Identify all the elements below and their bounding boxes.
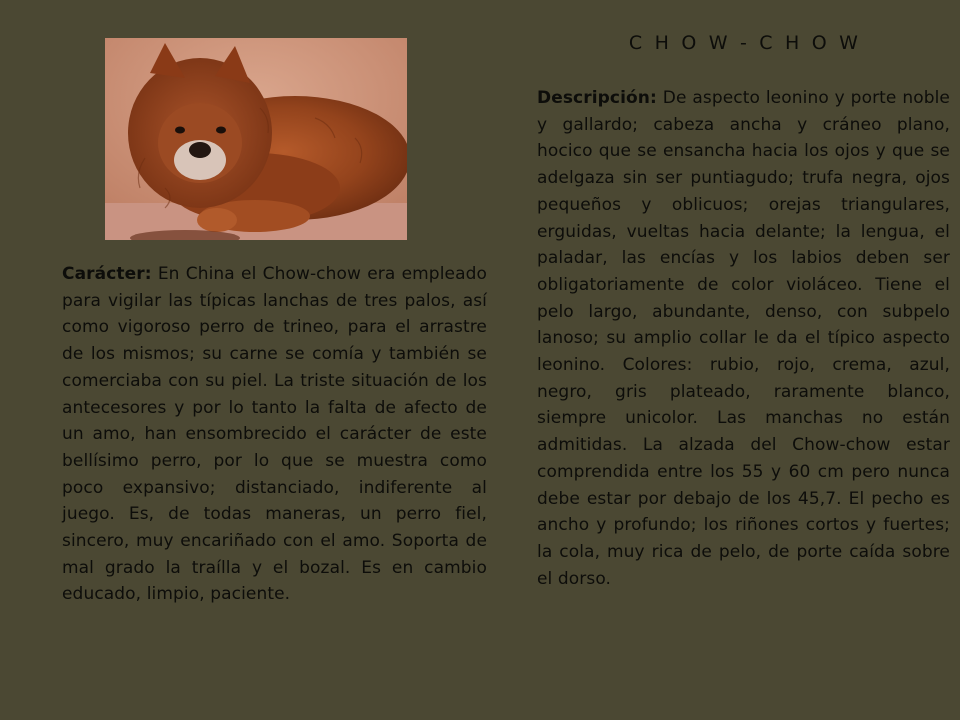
caracter-paragraph (62, 261, 487, 608)
chow-chow-dog-icon (105, 38, 407, 240)
descripcion-label: Descripción: (537, 88, 657, 108)
caracter-text: En China el Chow-chow era empleado para vigilar las típicas lanchas de tres palos, así como vigoroso perro de trineo, para el arrastre de los mismos; su carne se comía y también se comerciaba con su piel. La triste situación de los antecesores y por lo tanto la falta de afecto de un amo, han ensombrecido el carácter de este bellísimo perro, por lo que se muestra como poco expansivo; distanciado, indiferente al juego. Es, de todas maneras, un perro fiel, sincero, muy encariñado con el amo. Soporta de mal grado la traílla y el bozal. Es en cambio educado, limpio, paciente. (62, 264, 487, 605)
descripcion-paragraph (537, 85, 950, 592)
page-title: C H O W - C H O W (628, 32, 862, 54)
caracter-label: Carácter: (62, 264, 152, 284)
descripcion-text: De aspecto leonino y porte noble y gallardo; cabeza ancha y cráneo plano, hocico que se ensancha hacia los ojos y que se adelgaza sin ser puntiagudo; trufa negra, ojos pequeños y oblicuos; orejas triangulares, erguidas, vueltas hacia delante; la lengua, el paladar, las encías y los labios deben ser obligatoriamente de color violáceo. Tiene el pelo largo, abundante, denso, con subpelo lanoso; su amplio collar le da el típico aspecto leonino. Colores: rubio, rojo, crema, azul, negro, gris plateado, raramente blanco, siempre unicolor. Las manchas no están admitidas. La alzada del Chow-chow estar comprendida entre los 55 y 60 cm pero nunca debe estar por debajo de los 45,7. El pecho es ancho y profundo; los riñones cortos y fuertes; la cola, muy rica de pelo, de porte caída sobre el dorso. (537, 88, 950, 589)
chow-chow-photo (105, 38, 407, 240)
